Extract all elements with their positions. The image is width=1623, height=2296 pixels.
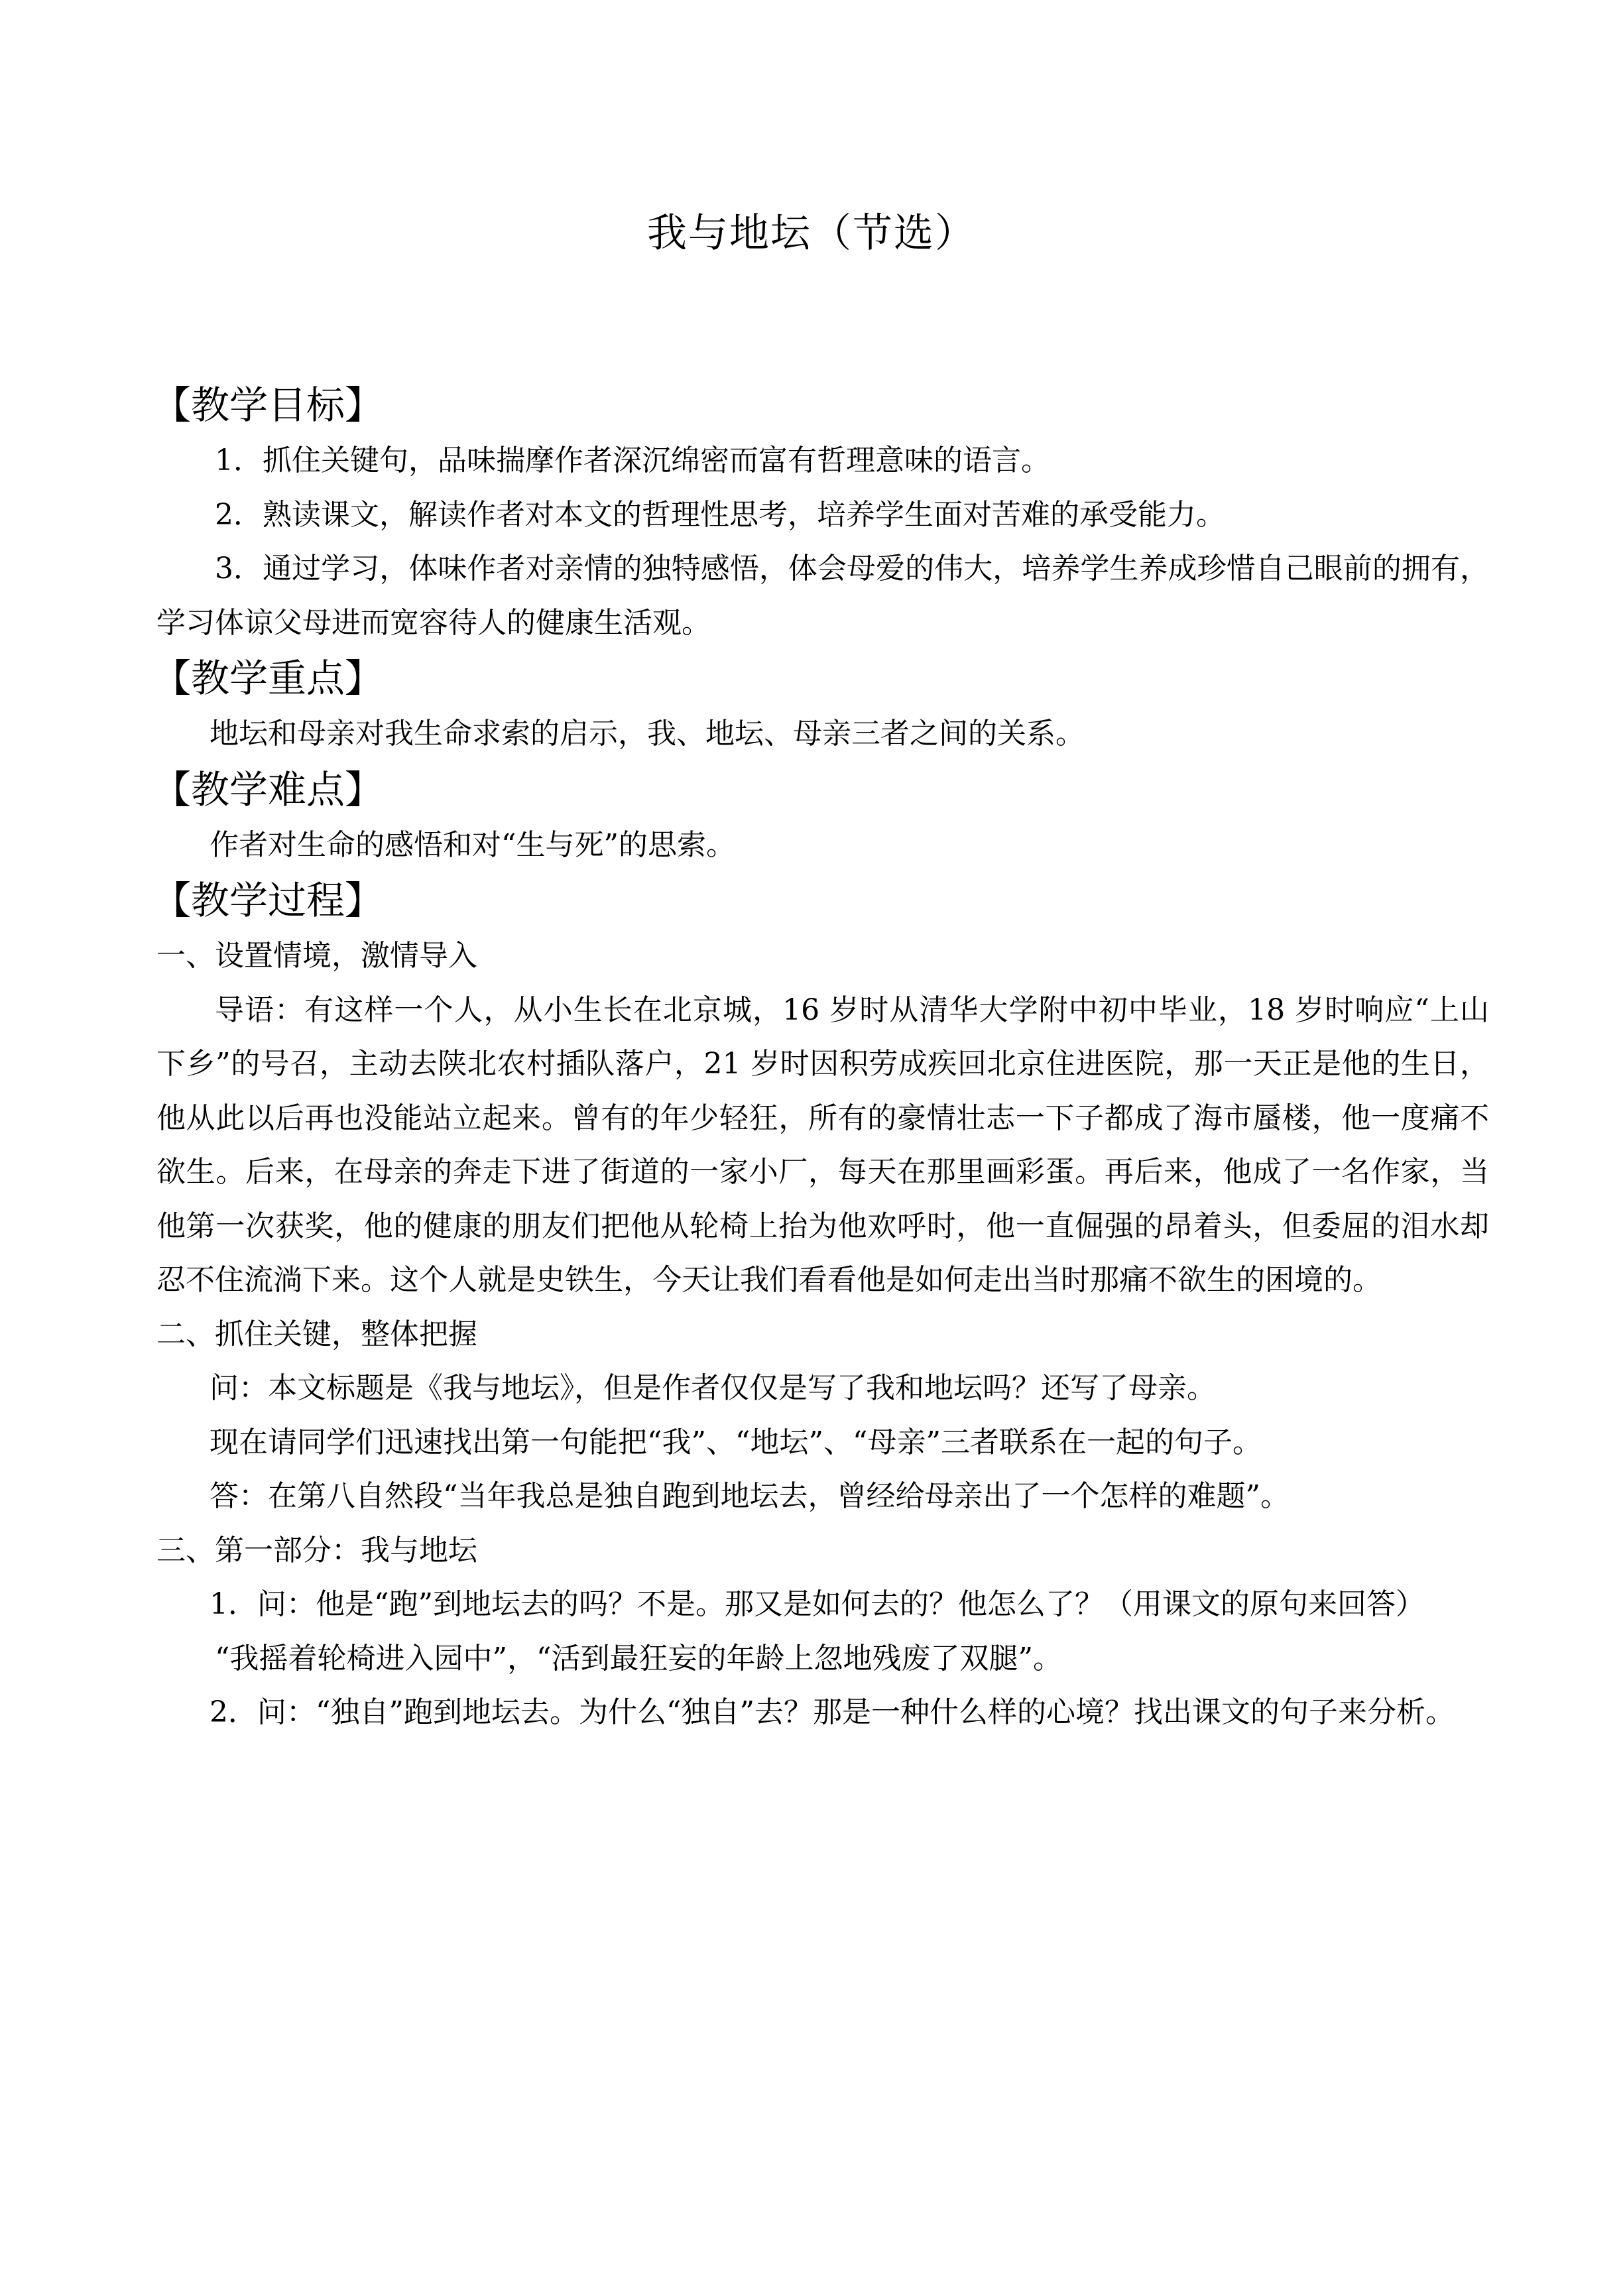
key-points-text: 地坛和母亲对我生命求索的启示，我、地坛、母亲三者之间的关系。: [210, 717, 1085, 751]
key-points-heading: 【教学重点】: [152, 656, 384, 701]
process-part3-line-2: “我摇着轮椅进入园中”，“活到最狂妄的年龄上忽地残废了双腿”。: [215, 1641, 1062, 1675]
process-part3-line-1: 1．问：他是“跑”到地坛去的吗？不是。那又是如何去的？他怎么了？（用课文的原句来回答）: [210, 1587, 1425, 1621]
process-part2-line-2: 现在请同学们迅速找出第一句能把“我”、“地坛”、“母亲”三者联系在一起的句子。: [210, 1425, 1262, 1459]
difficulties-heading: 【教学难点】: [152, 766, 384, 812]
process-part2-line-1: 问：本文标题是《我与地坛》，但是作者仅仅是写了我和地坛吗？还写了母亲。: [210, 1371, 1216, 1405]
difficulties-text: 作者对生命的感悟和对“生与死”的思索。: [210, 827, 735, 862]
document-title: 我与地坛（节选）: [647, 210, 976, 257]
process-part2-title: 二、抓住关键，整体把握: [156, 1317, 477, 1351]
document-body: [152, 377, 1489, 1740]
process-heading: 【教学过程】: [152, 878, 384, 923]
objective-item-3: 3．通过学习，体味作者对亲情的独特感悟，体会母爱的伟大，培养学生养成珍惜自己眼前的拥有，学习体谅父母进而宽容待人的健康生活观。: [156, 552, 1489, 640]
process-part3-line-3: 2．问：“独自”跑到地坛去。为什么“独自”去？那是一种什么样的心境？找出课文的句子来分析。: [210, 1695, 1455, 1729]
process-part1-title: 一、设置情境，激情导入: [156, 939, 477, 973]
objectives-heading: 【教学目标】: [152, 383, 384, 428]
process-part2-line-3: 答：在第八自然段“当年我总是独自跑到地坛去，曾经给母亲出了一个怎样的难题”。: [210, 1479, 1290, 1513]
process-part1-text: 导语：有这样一个人，从小生长在北京城，16 岁时从清华大学附中初中毕业，18 岁时响应“上山下乡”的号召，主动去陕北农村插队落户，21 岁时因积劳成疾回北京住进医院，那一天正是他的生日，他从此以后再也没能站立起来。曾有的年少轻狂，所有的豪情壮志一下子都成了海市蜃楼，他一度痛不欲生。后来，在母亲的奔走下进了街道的一家小厂，每天在那里画彩蛋。再后来，他成了一名作家，当他第一次获奖，他的健康的朋友们把他从轮椅上抬为他欢呼时，他一直倔强的昂着头，但委屈的泪水却忍不住流淌下来。这个人就是史铁生，今天让我们看看他是如何走出当时那痛不欲生的困境的。: [156, 993, 1489, 1297]
process-part3-title: 三、第一部分：我与地坛: [156, 1533, 477, 1567]
objective-item-2: 2．熟读课文，解读作者对本文的哲理性思考，培养学生面对苦难的承受能力。: [215, 497, 1225, 532]
objective-item-1: 1．抓住关键句，品味揣摩作者深沉绵密而富有哲理意味的语言。: [215, 444, 1050, 477]
